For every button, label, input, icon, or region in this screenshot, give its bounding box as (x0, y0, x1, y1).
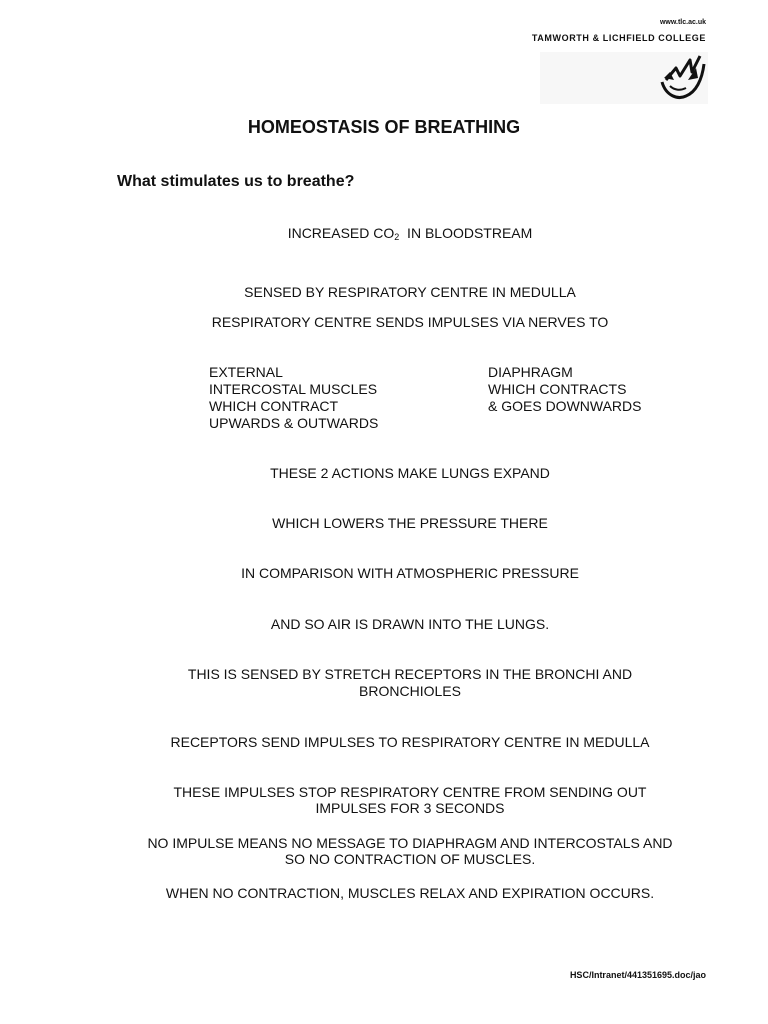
intercostal-line: WHICH CONTRACT (209, 398, 339, 414)
co2-line (0, 225, 768, 246)
college-logo-icon (656, 50, 708, 104)
question-heading: What stimulates us to breathe? (117, 173, 355, 190)
intercostal-line: UPWARDS & OUTWARDS (209, 415, 379, 431)
intercostal-line: EXTERNAL (209, 364, 283, 380)
document-reference: HSC/Intranet/441351695.doc/jao (569, 970, 706, 980)
diaphragm-line: & GOES DOWNWARDS (488, 398, 642, 414)
sequence-line: IN COMPARISON WITH ATMOSPHERIC PRESSURE (241, 565, 579, 581)
college-name: TAMWORTH & LICHFIELD COLLEGE (531, 33, 706, 43)
co2-line-text: INCREASED CO (287, 225, 395, 241)
co2-line-suffix: IN BLOODSTREAM (399, 225, 533, 241)
sequence-line: WHEN NO CONTRACTION, MUSCLES RELAX AND EXPIRATION OCCURS. (165, 885, 655, 901)
sequence-line: WHICH LOWERS THE PRESSURE THERE (272, 515, 548, 531)
diaphragm-line: DIAPHRAGM (488, 364, 573, 380)
diaphragm-column (488, 364, 642, 415)
sequence-line: NO IMPULSE MEANS NO MESSAGE TO DIAPHRAGM AND INTERCOSTALS AND (147, 835, 673, 851)
step-sensed: SENSED BY RESPIRATORY CENTRE IN MEDULLA (244, 284, 576, 300)
sequence-line: THESE IMPULSES STOP RESPIRATORY CENTRE FROM SENDING OUT (173, 784, 647, 800)
sequence-line: RECEPTORS SEND IMPULSES TO RESPIRATORY CENTRE IN MEDULLA (170, 734, 650, 750)
sequence-line: AND SO AIR IS DRAWN INTO THE LUNGS. (270, 616, 550, 632)
sequence-line: THESE 2 ACTIONS MAKE LUNGS EXPAND (270, 465, 550, 481)
step-impulses: RESPIRATORY CENTRE SENDS IMPULSES VIA NERVES TO (211, 314, 609, 330)
co2-subscript: 2 (394, 232, 400, 242)
sequence-line: THIS IS SENSED BY STRETCH RECEPTORS IN THE BRONCHI AND (187, 666, 633, 682)
diaphragm-line: WHICH CONTRACTS (488, 381, 627, 397)
sequence-line: BRONCHIOLES (359, 683, 461, 699)
sequence-line: IMPULSES FOR 3 SECONDS (315, 800, 505, 816)
intercostal-line: INTERCOSTAL MUSCLES (209, 381, 378, 397)
page-title: HOMEOSTASIS OF BREATHING (247, 117, 521, 137)
intercostal-column (209, 364, 378, 432)
sequence-line: SO NO CONTRACTION OF MUSCLES. (284, 851, 536, 867)
college-url: www.tlc.ac.uk (659, 19, 706, 26)
